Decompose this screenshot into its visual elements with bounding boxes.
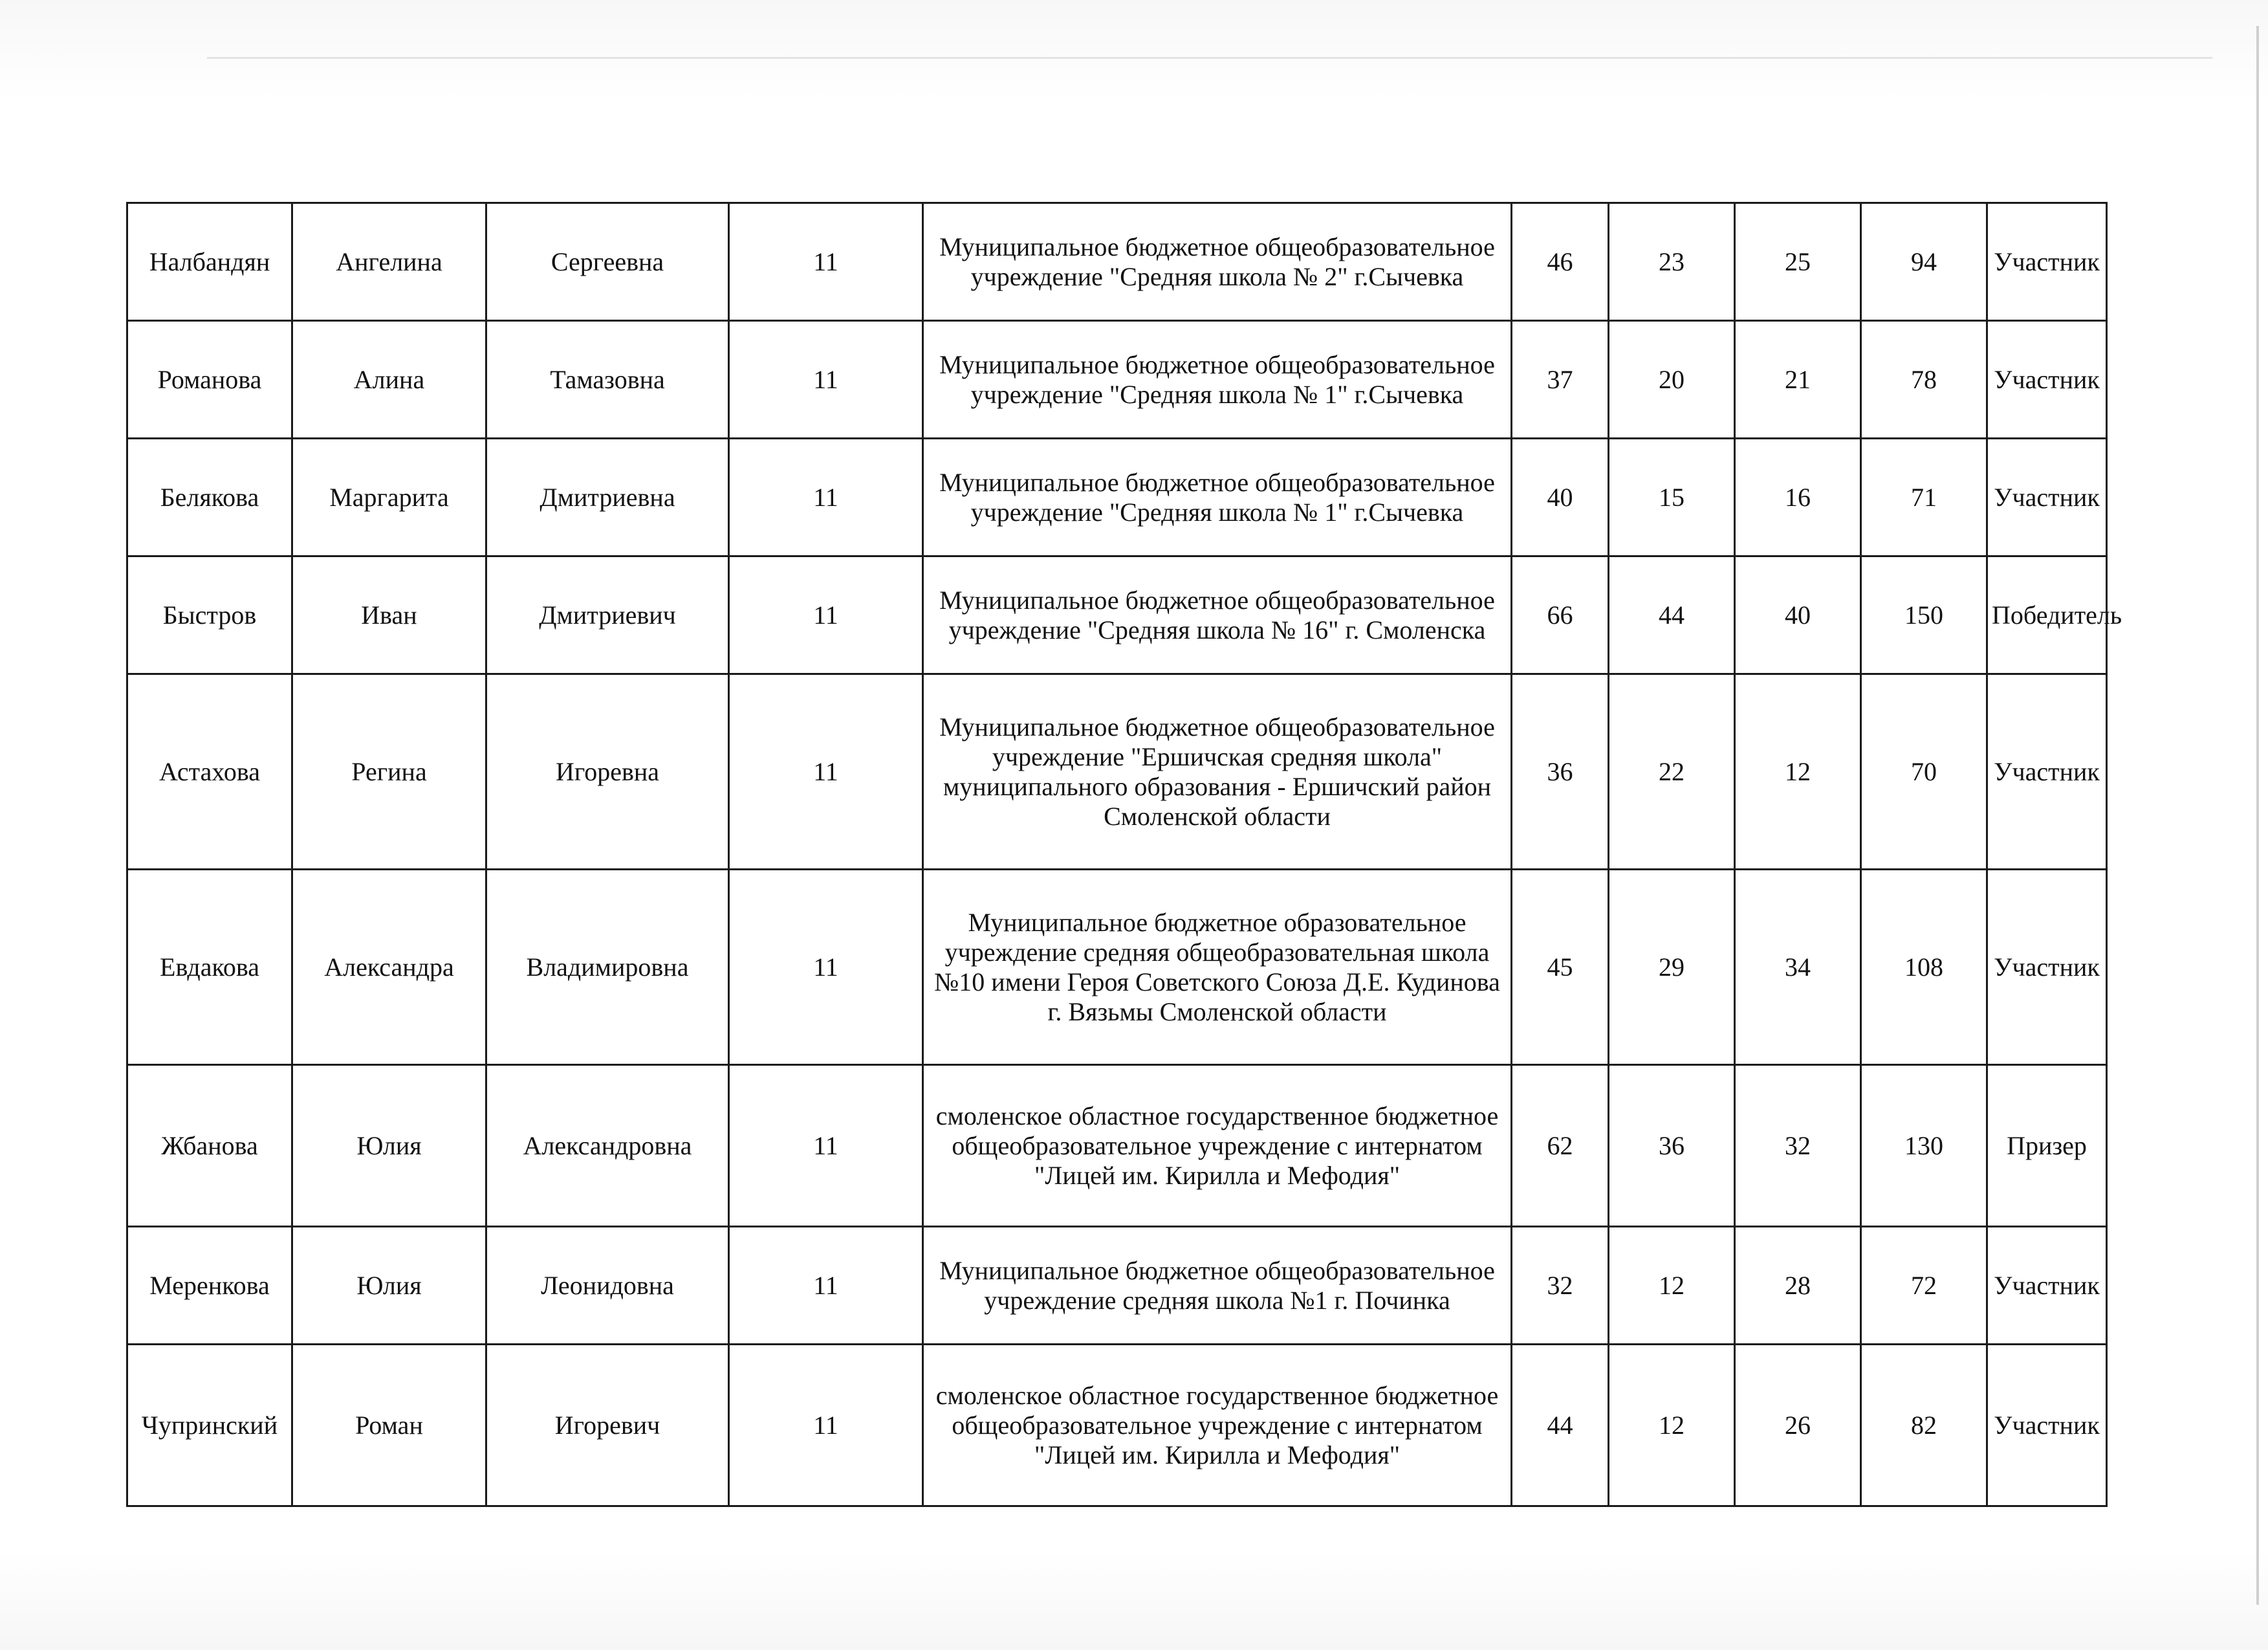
task1-score-cell: 44	[1512, 1345, 1609, 1506]
status-cell: Участник	[1987, 674, 2107, 870]
grade-cell: 11	[729, 870, 923, 1065]
school-cell: Муниципальное бюджетное общеобразовательное учреждение "Ершичская средняя школа" муниципального образования - Ершичский район Смоленской области	[923, 674, 1512, 870]
name-cell: Юлия	[292, 1227, 486, 1345]
task2-score-cell: 29	[1609, 870, 1735, 1065]
grade-cell: 11	[729, 1065, 923, 1227]
task2-score-cell: 23	[1609, 203, 1735, 321]
task1-score-cell: 66	[1512, 556, 1609, 674]
name-cell: Ангелина	[292, 203, 486, 321]
name-cell: Иван	[292, 556, 486, 674]
total-score-cell: 150	[1861, 556, 1987, 674]
patronymic-cell: Тамазовна	[486, 321, 729, 439]
status-cell: Участник	[1987, 1345, 2107, 1506]
total-score-cell: 70	[1861, 674, 1987, 870]
status-cell: Участник	[1987, 870, 2107, 1065]
task2-score-cell: 15	[1609, 439, 1735, 556]
patronymic-cell: Сергеевна	[486, 203, 729, 321]
grade-cell: 11	[729, 439, 923, 556]
total-score-cell: 94	[1861, 203, 1987, 321]
total-score-cell: 130	[1861, 1065, 1987, 1227]
task3-score-cell: 16	[1735, 439, 1861, 556]
total-score-cell: 82	[1861, 1345, 1987, 1506]
task3-score-cell: 12	[1735, 674, 1861, 870]
task3-score-cell: 25	[1735, 203, 1861, 321]
school-cell: Муниципальное бюджетное общеобразовательное учреждение средняя школа №1 г. Починка	[923, 1227, 1512, 1345]
name-cell: Роман	[292, 1345, 486, 1506]
surname-cell: Налбандян	[127, 203, 292, 321]
task2-score-cell: 44	[1609, 556, 1735, 674]
status-cell: Участник	[1987, 203, 2107, 321]
status-cell: Победитель	[1987, 556, 2107, 674]
grade-cell: 11	[729, 1345, 923, 1506]
name-cell: Маргарита	[292, 439, 486, 556]
patronymic-cell: Игоревич	[486, 1345, 729, 1506]
grade-cell: 11	[729, 203, 923, 321]
task1-score-cell: 40	[1512, 439, 1609, 556]
table-row	[127, 439, 2107, 556]
patronymic-cell: Леонидовна	[486, 1227, 729, 1345]
status-cell: Участник	[1987, 1227, 2107, 1345]
surname-cell: Жбанова	[127, 1065, 292, 1227]
task1-score-cell: 36	[1512, 674, 1609, 870]
school-cell: Муниципальное бюджетное образовательное учреждение средняя общеобразовательная школа №10 имени Героя Советского Союза Д.Е. Кудинова г. Вязьмы Смоленской области	[923, 870, 1512, 1065]
task2-score-cell: 22	[1609, 674, 1735, 870]
grade-cell: 11	[729, 321, 923, 439]
table-row	[127, 870, 2107, 1065]
table-row	[127, 1345, 2107, 1506]
table-row	[127, 674, 2107, 870]
task3-score-cell: 40	[1735, 556, 1861, 674]
school-cell: Муниципальное бюджетное общеобразовательное учреждение "Средняя школа № 2" г.Сычевка	[923, 203, 1512, 321]
task2-score-cell: 36	[1609, 1065, 1735, 1227]
task3-score-cell: 32	[1735, 1065, 1861, 1227]
status-cell: Участник	[1987, 321, 2107, 439]
table-row	[127, 1227, 2107, 1345]
total-score-cell: 78	[1861, 321, 1987, 439]
table-row	[127, 203, 2107, 321]
patronymic-cell: Игоревна	[486, 674, 729, 870]
school-cell: смоленское областное государственное бюджетное общеобразовательное учреждение с интернатом "Лицей им. Кирилла и Мефодия"	[923, 1065, 1512, 1227]
task2-score-cell: 12	[1609, 1345, 1735, 1506]
name-cell: Александра	[292, 870, 486, 1065]
surname-cell: Чупринский	[127, 1345, 292, 1506]
task1-score-cell: 62	[1512, 1065, 1609, 1227]
school-cell: смоленское областное государственное бюджетное общеобразовательное учреждение с интернатом "Лицей им. Кирилла и Мефодия"	[923, 1345, 1512, 1506]
results-table	[126, 202, 2122, 1507]
school-cell: Муниципальное бюджетное общеобразовательное учреждение "Средняя школа № 1" г.Сычевка	[923, 439, 1512, 556]
task1-score-cell: 45	[1512, 870, 1609, 1065]
task1-score-cell: 46	[1512, 203, 1609, 321]
status-cell: Участник	[1987, 439, 2107, 556]
surname-cell: Романова	[127, 321, 292, 439]
task2-score-cell: 12	[1609, 1227, 1735, 1345]
task3-score-cell: 34	[1735, 870, 1861, 1065]
name-cell: Юлия	[292, 1065, 486, 1227]
table-row	[127, 556, 2107, 674]
scan-edge-top	[207, 57, 2212, 59]
surname-cell: Быстров	[127, 556, 292, 674]
grade-cell: 11	[729, 674, 923, 870]
school-cell: Муниципальное бюджетное общеобразовательное учреждение "Средняя школа № 1" г.Сычевка	[923, 321, 1512, 439]
patronymic-cell: Владимировна	[486, 870, 729, 1065]
patronymic-cell: Александровна	[486, 1065, 729, 1227]
surname-cell: Белякова	[127, 439, 292, 556]
scan-edge-right	[2256, 26, 2259, 1605]
task3-score-cell: 21	[1735, 321, 1861, 439]
school-cell: Муниципальное бюджетное общеобразовательное учреждение "Средняя школа № 16" г. Смоленска	[923, 556, 1512, 674]
surname-cell: Евдакова	[127, 870, 292, 1065]
task3-score-cell: 26	[1735, 1345, 1861, 1506]
total-score-cell: 108	[1861, 870, 1987, 1065]
status-cell: Призер	[1987, 1065, 2107, 1227]
task1-score-cell: 32	[1512, 1227, 1609, 1345]
name-cell: Регина	[292, 674, 486, 870]
task2-score-cell: 20	[1609, 321, 1735, 439]
surname-cell: Астахова	[127, 674, 292, 870]
total-score-cell: 71	[1861, 439, 1987, 556]
total-score-cell: 72	[1861, 1227, 1987, 1345]
grade-cell: 11	[729, 556, 923, 674]
patronymic-cell: Дмитриевич	[486, 556, 729, 674]
name-cell: Алина	[292, 321, 486, 439]
patronymic-cell: Дмитриевна	[486, 439, 729, 556]
surname-cell: Меренкова	[127, 1227, 292, 1345]
task1-score-cell: 37	[1512, 321, 1609, 439]
table-row	[127, 1065, 2107, 1227]
table-row	[127, 321, 2107, 439]
task3-score-cell: 28	[1735, 1227, 1861, 1345]
grade-cell: 11	[729, 1227, 923, 1345]
